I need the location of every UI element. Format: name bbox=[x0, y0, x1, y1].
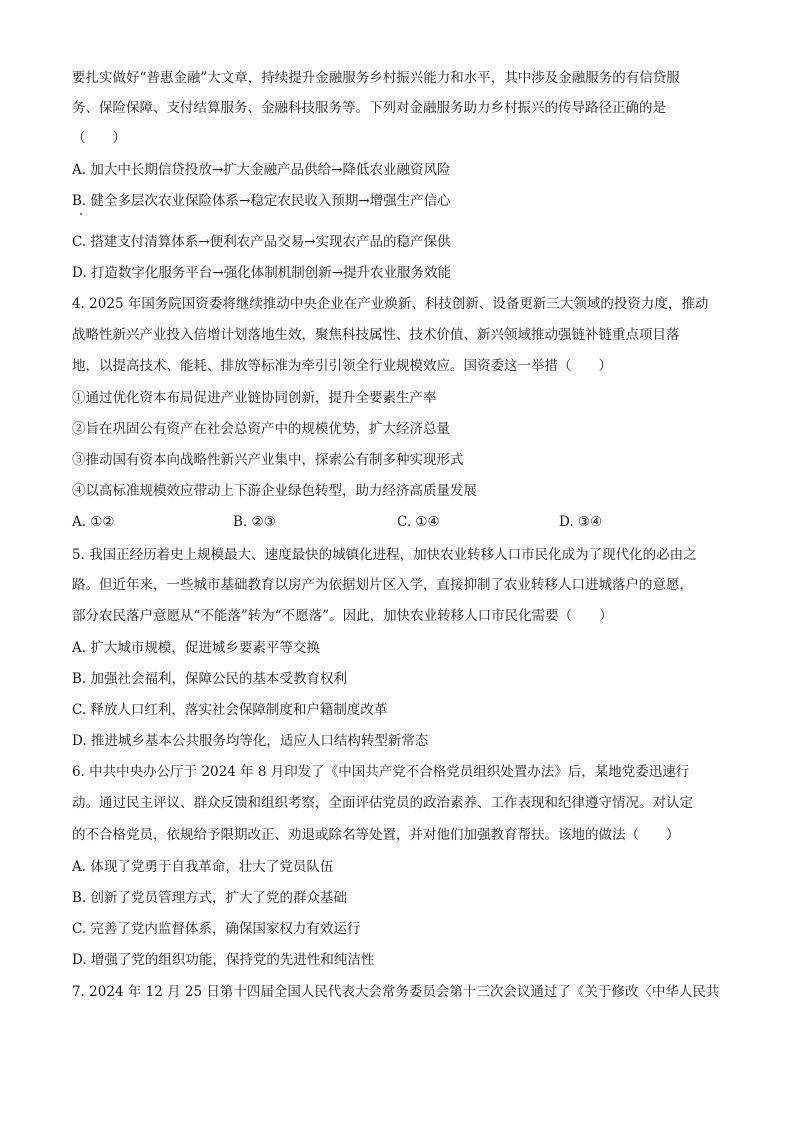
q4-statement-4: ④以高标准规模效应带动上下游企业绿色转型，助力经济高质量发展 bbox=[72, 483, 477, 499]
q4-option-c: C. ①④ bbox=[397, 514, 440, 530]
q3-option-a: A. 加大中长期信贷投放→扩大金融产品供给→降低农业融资风险 bbox=[72, 162, 451, 178]
q4-stem-line1: 4. 2025 年国务院国资委将继续推动中央企业在产业焕新、科技创新、设备更新三大领域的投资力度，推动 bbox=[72, 296, 709, 312]
q5-stem-line3: 部分农民落户意愿从“不能落”转为“不愿落”。因此，加快农业转移人口市民化需要（ ） bbox=[72, 608, 613, 624]
q3-stem-line3: （ ） bbox=[72, 130, 126, 146]
q5-option-c: C. 释放人口红利，落实社会保障制度和户籍制度改革 bbox=[72, 702, 388, 718]
q6-option-d: D. 增强了党的组织功能，保持党的先进性和纯洁性 bbox=[72, 952, 375, 968]
q3-option-c: C. 搭建支付清算体系→便利农产品交易→实现农产品的稳产保供 bbox=[72, 234, 451, 250]
q6-option-b: B. 创新了党员管理方式，扩大了党的群众基础 bbox=[72, 890, 348, 906]
q5-option-a: A. 扩大城市规模，促进城乡要素平等交换 bbox=[72, 640, 320, 656]
q6-option-c: C. 完善了党内监督体系，确保国家权力有效运行 bbox=[72, 921, 361, 937]
q4-stem-line2: 战略性新兴产业投入倍增计划落地生效，聚焦科技属性、技术价值、新兴领域推动强链补链重点项目落 bbox=[72, 327, 680, 343]
q7-stem-line1: 7. 2024 年 12 月 25 日第十四届全国人民代表大会常务委员会第十三次会议通过了《关于修改〈中华人民共 bbox=[72, 984, 720, 1000]
q5-stem-line1: 5. 我国正经历着史上规模最大、速度最快的城镇化进程，加快农业转移人口市民化成为了现代化的必由之 bbox=[72, 547, 697, 563]
q6-stem-line1: 6. 中共中央办公厅于 2024 年 8 月印发了《中国共产党不合格党员组织处置办法》后，某地党委迅速行 bbox=[72, 764, 690, 780]
q4-option-d: D. ③④ bbox=[559, 514, 603, 530]
q6-stem-line2: 动。通过民主评议、群众反馈和组织考察，全面评估党员的政治素养、工作表现和纪律遵守情况。对认定 bbox=[72, 795, 693, 811]
q4-option-a: A. ①② bbox=[72, 514, 115, 530]
q4-statement-3: ③推动国有资本向战略性新兴产业集中，探索公有制多种实现形式 bbox=[72, 452, 464, 468]
q5-option-b: B. 加强社会福利，保障公民的基本受教育权利 bbox=[72, 671, 348, 687]
q5-option-d: D. 推进城乡基本公共服务均等化，适应人口结构转型新常态 bbox=[72, 733, 429, 749]
stray-mark bbox=[80, 213, 82, 215]
q3-stem-line2: 务、保险保障、支付结算服务、金融科技服务等。下列对金融服务助力乡村振兴的传导路径正确的是 bbox=[72, 100, 666, 116]
q5-stem-line2: 路。但近年来，一些城市基础教育以房产为依据划片区入学，直接抑制了农业转移人口进城落户的意愿， bbox=[72, 577, 693, 593]
q4-statement-2: ②旨在巩固公有资产在社会总资产中的规模优势，扩大经济总量 bbox=[72, 421, 450, 437]
q3-option-d: D. 打造数字化服务平台→强化体制机制创新→提升农业服务效能 bbox=[72, 265, 452, 281]
q3-option-b: B. 健全多层次农业保险体系→稳定农民收入预期→增强生产信心 bbox=[72, 193, 451, 209]
q3-stem-line1: 要扎实做好“普惠金融”大文章，持续提升金融服务乡村振兴能力和水平，其中涉及金融服务的有信贷服 bbox=[72, 70, 680, 86]
q6-stem-line3: 的不合格党员，依规给予限期改正、劝退或除名等处置，并对他们加强教育帮扶。该地的做法（ ） bbox=[72, 827, 680, 843]
q6-option-a: A. 体现了党勇于自我革命，壮大了党员队伍 bbox=[72, 859, 334, 875]
q4-statement-1: ①通过优化资本布局促进产业链协同创新，提升全要素生产率 bbox=[72, 390, 437, 406]
q4-option-b: B. ②③ bbox=[233, 514, 276, 530]
q4-stem-line3: 地，以提高技术、能耗、排放等标准为牵引引领全行业规模效应。国资委这一举措（ ） bbox=[72, 358, 612, 374]
